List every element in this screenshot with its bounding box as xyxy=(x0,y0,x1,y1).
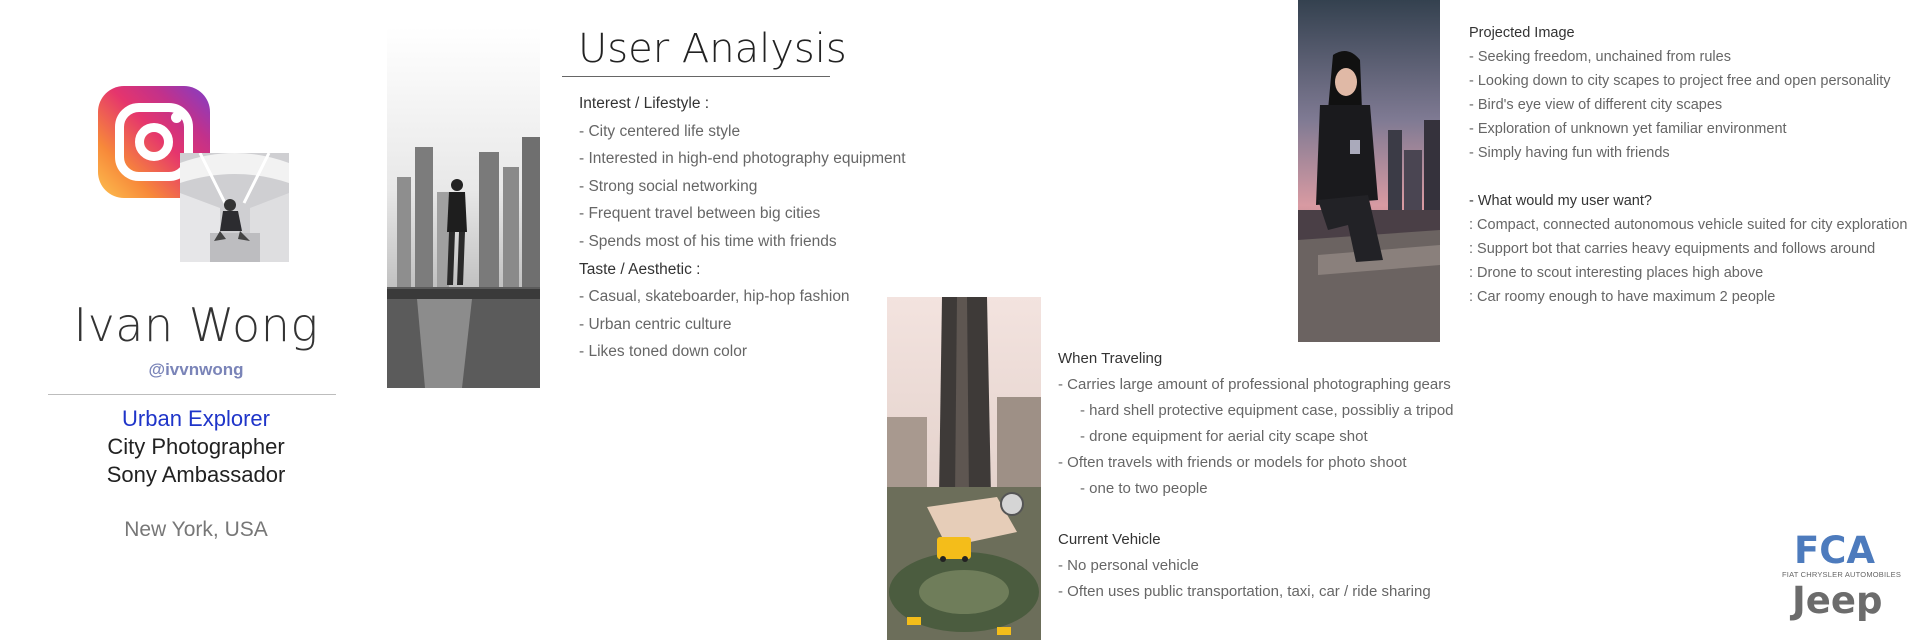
girl-rooftop-photo xyxy=(1298,0,1440,342)
want-header: - What would my user want? xyxy=(1469,193,1652,209)
profile-location: New York, USA xyxy=(124,518,268,541)
projected-item: - Exploration of unknown yet familiar environment xyxy=(1469,121,1787,137)
traveling-line: - one to two people xyxy=(1080,479,1208,497)
interest-item: - City centered life style xyxy=(579,122,741,140)
rooftop-photo xyxy=(387,27,540,388)
projected-item: - Simply having fun with friends xyxy=(1469,145,1670,161)
want-item: : Compact, connected autonomous vehicle suited for city exploration xyxy=(1469,217,1908,233)
title-underline xyxy=(562,76,830,77)
interest-item: - Interested in high-end photography equipment xyxy=(579,150,906,168)
projected-item: - Looking down to city scapes to project free and open personality xyxy=(1469,73,1891,89)
taste-item: - Urban centric culture xyxy=(579,315,732,333)
vehicle-header: Current Vehicle xyxy=(1058,531,1161,549)
want-item: : Car roomy enough to have maximum 2 people xyxy=(1469,289,1776,305)
fca-subtitle: FIAT CHRYSLER AUTOMOBILES xyxy=(1782,570,1902,579)
traveling-header: When Traveling xyxy=(1058,350,1163,367)
projected-item: - Seeking freedom, unchained from rules xyxy=(1469,49,1731,65)
traveling-line: - hard shell protective equipment case, possibliy a tripod xyxy=(1080,401,1454,419)
projected-header: Projected Image xyxy=(1469,25,1575,41)
taste-item: - Casual, skateboarder, hip-hop fashion xyxy=(579,288,850,306)
user-analysis-title: User Analysis xyxy=(578,26,847,72)
interest-item: - Strong social networking xyxy=(579,177,758,195)
role-sony-ambassador: Sony Ambassador xyxy=(106,462,286,487)
divider xyxy=(48,394,336,395)
role-urban-explorer: Urban Explorer xyxy=(122,406,270,431)
profile-photo xyxy=(180,153,289,262)
projected-section xyxy=(1469,21,1907,309)
traveling-section xyxy=(1058,346,1454,605)
want-item: : Drone to scout interesting places high above xyxy=(1469,265,1764,281)
jeep-logo: Jeep xyxy=(1792,579,1883,622)
profile-name: Ivan Wong xyxy=(73,298,319,352)
interest-item: - Frequent travel between big cities xyxy=(579,205,821,223)
interest-item: - Spends most of his time with friends xyxy=(579,232,837,250)
profile-handle: @ivvnwong xyxy=(148,360,244,379)
traveling-line: - Carries large amount of professional photographing gears xyxy=(1058,375,1451,393)
interest-header: Interest / Lifestyle : xyxy=(579,95,710,112)
traveling-line: - Often travels with friends or models for photo shoot xyxy=(1058,453,1407,471)
user-analysis-list xyxy=(579,90,906,366)
projected-item: - Bird's eye view of different city scapes xyxy=(1469,97,1723,113)
want-item: : Support bot that carries heavy equipments and follows around xyxy=(1469,241,1876,257)
city-taxi-photo xyxy=(887,297,1041,640)
taste-header: Taste / Aesthetic : xyxy=(579,260,701,278)
vehicle-line: - Often uses public transportation, taxi, car / ride sharing xyxy=(1058,583,1431,601)
role-city-photographer: City Photographer xyxy=(107,434,285,459)
fca-logo: FCA xyxy=(1794,529,1876,572)
vehicle-line: - No personal vehicle xyxy=(1058,557,1199,575)
taste-item: - Likes toned down color xyxy=(579,343,748,361)
traveling-line: - drone equipment for aerial city scape shot xyxy=(1080,427,1368,445)
